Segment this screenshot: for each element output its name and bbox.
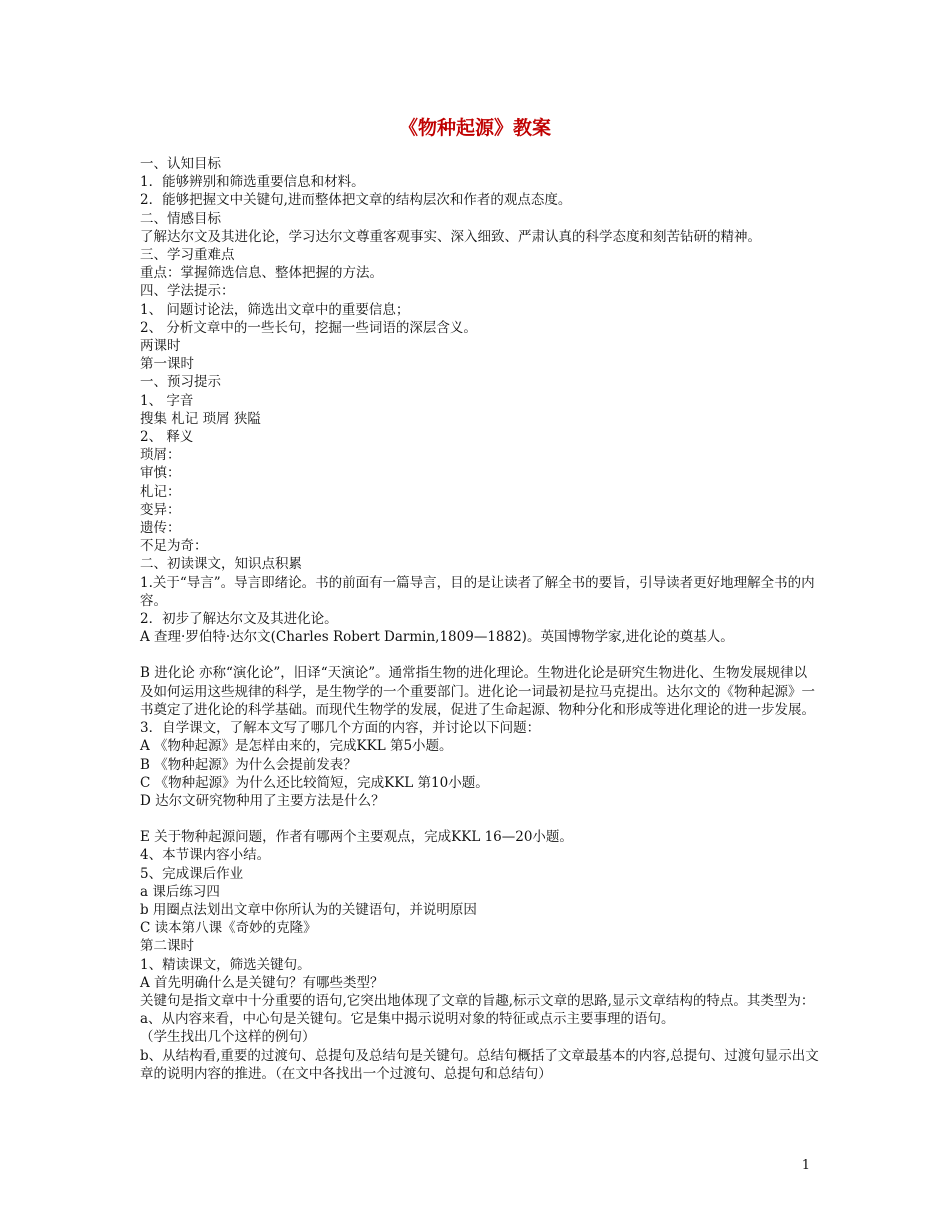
paragraph: 2．初步了解达尔文及其进化论。 bbox=[140, 611, 338, 628]
list-item: 1、 问题讨论法，筛选出文章中的重要信息； bbox=[140, 301, 410, 318]
homework-item: b 用圈点法划出文章中你所认为的关键语句，并说明原因 bbox=[140, 901, 477, 918]
section-heading: 二、情感目标 bbox=[140, 210, 221, 227]
paragraph: 搜集 札记 琐屑 狭隘 bbox=[140, 410, 261, 427]
section-heading: 四、学法提示： bbox=[140, 283, 235, 300]
term-item: 琐屑： bbox=[140, 447, 181, 464]
document-body bbox=[140, 155, 820, 1083]
list-item: 1、 字音 bbox=[140, 392, 194, 409]
paragraph: 1.关于“导言”。导言即绪论。书的前面有一篇导言，目的是让读者了解全书的要旨，引导读者更好地理解全书的内容。 bbox=[140, 574, 815, 609]
paragraph: a、从内容来看，中心句是关键句。它是集中揭示说明对象的特征或点示主要事理的语句。 bbox=[140, 1011, 675, 1028]
paragraph: （学生找出几个这样的例句） bbox=[140, 1029, 316, 1046]
section-heading: 二、初读课文，知识点积累 bbox=[140, 556, 302, 573]
paragraph: 3．自学课文，了解本文写了哪几个方面的内容，并讨论以下问题： bbox=[140, 720, 541, 737]
term-item: 遗传： bbox=[140, 520, 181, 537]
term-item: 审慎： bbox=[140, 465, 181, 482]
paragraph: 两课时 bbox=[140, 338, 181, 355]
list-item: 5、完成课后作业 bbox=[140, 865, 244, 882]
paragraph: 重点：掌握筛选信息、整体把握的方法。 bbox=[140, 265, 383, 282]
list-item: 1．能够辨别和筛选重要信息和材料。 bbox=[140, 174, 365, 191]
document-title: 《物种起源》教案 bbox=[398, 117, 551, 139]
blank-line bbox=[140, 646, 820, 664]
question-item: C 《物种起源》为什么还比较简短，完成KKL 第10小题。 bbox=[140, 774, 489, 791]
section-heading: 第一课时 bbox=[140, 356, 194, 373]
term-item: 札记： bbox=[140, 483, 181, 500]
question-item: B 《物种起源》为什么会提前发表？ bbox=[140, 756, 357, 773]
question-item: D 达尔文研究物种用了主要方法是什么？ bbox=[140, 792, 385, 809]
blank-line bbox=[140, 810, 820, 828]
list-item: 2．能够把握文中关键句,进而整体把文章的结构层次和作者的观点态度。 bbox=[140, 192, 572, 209]
list-item: 1、精读课文，筛选关键句。 bbox=[140, 956, 311, 973]
paragraph: B 进化论 亦称“演化论”，旧译“天演论”。通常指生物的进化理论。生物进化论是研究生物进化、生物发展规律以及如何运用这些规律的科学，是生物学的一个重要部门。进化论一词最初是拉马克提出。达尔文的《物种起源》一书奠定了进化论的科学基础。而现代生物学的发展，促进了生命起源、物种分化和形成等进化理论的进一步发展。 bbox=[140, 665, 815, 718]
paragraph: A 首先明确什么是关键句？有哪些类型？ bbox=[140, 974, 384, 991]
question-item: A 《物种起源》是怎样由来的，完成KKL 第5小题。 bbox=[140, 738, 453, 755]
paragraph: A 查理·罗伯特·达尔文(Charles Robert Darmin,1809—1882)。英国博物学家,进化论的奠基人。 bbox=[140, 629, 734, 646]
section-heading: 一、预习提示 bbox=[140, 374, 221, 391]
paragraph: 了解达尔文及其进化论，学习达尔文尊重客观事实、深入细致、严肃认真的科学态度和刻苦钻研的精神。 bbox=[140, 228, 761, 245]
paragraph: 关键句是指文章中十分重要的语句,它突出地体现了文章的旨趣,标示文章的思路,显示文章结构的特点。其类型为： bbox=[140, 992, 815, 1009]
paragraph: b、从结构看,重要的过渡句、总提句及总结句是关键句。总结句概括了文章最基本的内容,总提句、过渡句显示出文章的说明内容的推进。（在文中各找出一个过渡句、总提句和总结句） bbox=[140, 1047, 819, 1082]
list-item: 2、 释义 bbox=[140, 429, 194, 446]
homework-item: a 课后练习四 bbox=[140, 883, 220, 900]
list-item: 4、本节课内容小结。 bbox=[140, 847, 271, 864]
page-number: 1 bbox=[801, 1158, 810, 1173]
list-item: 2、 分析文章中的一些长句，挖掘一些词语的深层含义。 bbox=[140, 319, 477, 336]
term-item: 不足为奇： bbox=[140, 538, 208, 555]
section-heading: 三、学习重难点 bbox=[140, 247, 235, 264]
question-item: E 关于物种起源问题，作者有哪两个主要观点，完成KKL 16—20小题。 bbox=[140, 829, 573, 846]
section-heading: 第二课时 bbox=[140, 938, 194, 955]
homework-item: C 读本第八课《奇妙的克隆》 bbox=[140, 920, 317, 937]
term-item: 变异： bbox=[140, 501, 181, 518]
section-heading: 一、认知目标 bbox=[140, 156, 221, 172]
